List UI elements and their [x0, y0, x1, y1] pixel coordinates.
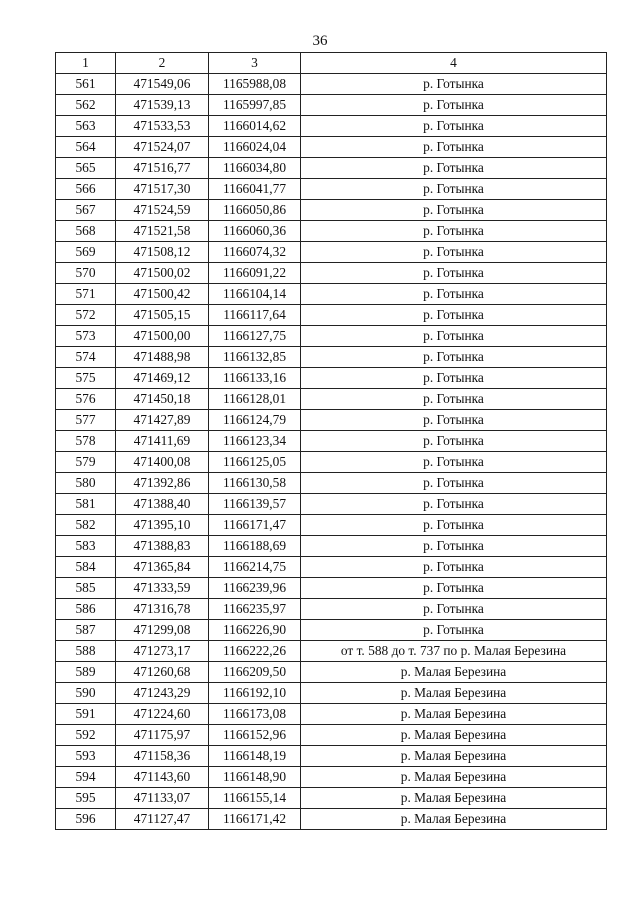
description-cell: р. Готынка — [301, 473, 607, 494]
description-cell: р. Готынка — [301, 494, 607, 515]
description-cell: р. Малая Березина — [301, 683, 607, 704]
description-cell: р. Готынка — [301, 536, 607, 557]
x-coordinate-cell: 471127,47 — [116, 809, 209, 830]
point-number-cell: 591 — [56, 704, 116, 725]
x-coordinate-cell: 471260,68 — [116, 662, 209, 683]
y-coordinate-cell: 1166171,42 — [209, 809, 301, 830]
point-number-cell: 581 — [56, 494, 116, 515]
table-row — [56, 431, 607, 452]
x-coordinate-cell: 471505,15 — [116, 305, 209, 326]
y-coordinate-cell: 1166060,36 — [209, 221, 301, 242]
table-body — [56, 74, 607, 830]
point-number-cell: 595 — [56, 788, 116, 809]
x-coordinate-cell: 471400,08 — [116, 452, 209, 473]
description-cell: р. Малая Березина — [301, 725, 607, 746]
table-row — [56, 305, 607, 326]
y-coordinate-cell: 1166222,26 — [209, 641, 301, 662]
y-coordinate-cell: 1166214,75 — [209, 557, 301, 578]
description-cell: р. Малая Березина — [301, 704, 607, 725]
x-coordinate-cell: 471395,10 — [116, 515, 209, 536]
point-number-cell: 571 — [56, 284, 116, 305]
table-row — [56, 137, 607, 158]
description-cell: р. Готынка — [301, 431, 607, 452]
description-cell: р. Готынка — [301, 200, 607, 221]
x-coordinate-cell: 471488,98 — [116, 347, 209, 368]
point-number-cell: 563 — [56, 116, 116, 137]
table-row — [56, 557, 607, 578]
y-coordinate-cell: 1166188,69 — [209, 536, 301, 557]
point-number-cell: 582 — [56, 515, 116, 536]
description-cell: р. Готынка — [301, 368, 607, 389]
description-cell: р. Готынка — [301, 389, 607, 410]
description-cell: р. Готынка — [301, 137, 607, 158]
y-coordinate-cell: 1166155,14 — [209, 788, 301, 809]
x-coordinate-cell: 471388,40 — [116, 494, 209, 515]
x-coordinate-cell: 471243,29 — [116, 683, 209, 704]
y-coordinate-cell: 1166124,79 — [209, 410, 301, 431]
table-row — [56, 746, 607, 767]
y-coordinate-cell: 1166024,04 — [209, 137, 301, 158]
point-number-cell: 589 — [56, 662, 116, 683]
y-coordinate-cell: 1166034,80 — [209, 158, 301, 179]
description-cell: р. Готынка — [301, 347, 607, 368]
x-coordinate-cell: 471524,59 — [116, 200, 209, 221]
table-row — [56, 788, 607, 809]
description-cell: р. Малая Березина — [301, 662, 607, 683]
x-coordinate-cell: 471411,69 — [116, 431, 209, 452]
table-row — [56, 116, 607, 137]
table-row — [56, 536, 607, 557]
description-cell: р. Готынка — [301, 620, 607, 641]
table-row — [56, 683, 607, 704]
table-row — [56, 284, 607, 305]
description-cell: р. Малая Березина — [301, 746, 607, 767]
point-number-cell: 572 — [56, 305, 116, 326]
y-coordinate-cell: 1166041,77 — [209, 179, 301, 200]
table-row — [56, 95, 607, 116]
point-number-cell: 596 — [56, 809, 116, 830]
column-header: 2 — [116, 53, 209, 74]
y-coordinate-cell: 1166130,58 — [209, 473, 301, 494]
x-coordinate-cell: 471133,07 — [116, 788, 209, 809]
table-row — [56, 347, 607, 368]
x-coordinate-cell: 471517,30 — [116, 179, 209, 200]
x-coordinate-cell: 471299,08 — [116, 620, 209, 641]
x-coordinate-cell: 471450,18 — [116, 389, 209, 410]
point-number-cell: 561 — [56, 74, 116, 95]
x-coordinate-cell: 471158,36 — [116, 746, 209, 767]
description-cell: р. Готынка — [301, 305, 607, 326]
x-coordinate-cell: 471500,00 — [116, 326, 209, 347]
point-number-cell: 570 — [56, 263, 116, 284]
column-header: 3 — [209, 53, 301, 74]
point-number-cell: 586 — [56, 599, 116, 620]
table-row — [56, 410, 607, 431]
description-cell: р. Готынка — [301, 242, 607, 263]
table-row — [56, 515, 607, 536]
table-row — [56, 809, 607, 830]
description-cell: р. Готынка — [301, 158, 607, 179]
table-row — [56, 725, 607, 746]
y-coordinate-cell: 1166226,90 — [209, 620, 301, 641]
table-row — [56, 767, 607, 788]
point-number-cell: 590 — [56, 683, 116, 704]
y-coordinate-cell: 1166209,50 — [209, 662, 301, 683]
y-coordinate-cell: 1166125,05 — [209, 452, 301, 473]
point-number-cell: 569 — [56, 242, 116, 263]
x-coordinate-cell: 471524,07 — [116, 137, 209, 158]
description-cell: р. Малая Березина — [301, 767, 607, 788]
y-coordinate-cell: 1166192,10 — [209, 683, 301, 704]
x-coordinate-cell: 471469,12 — [116, 368, 209, 389]
x-coordinate-cell: 471392,86 — [116, 473, 209, 494]
point-number-cell: 578 — [56, 431, 116, 452]
table-row — [56, 473, 607, 494]
table-row — [56, 641, 607, 662]
x-coordinate-cell: 471175,97 — [116, 725, 209, 746]
x-coordinate-cell: 471539,13 — [116, 95, 209, 116]
description-cell: р. Готынка — [301, 578, 607, 599]
description-cell: р. Готынка — [301, 116, 607, 137]
point-number-cell: 593 — [56, 746, 116, 767]
point-number-cell: 585 — [56, 578, 116, 599]
description-cell: р. Малая Березина — [301, 788, 607, 809]
y-coordinate-cell: 1166074,32 — [209, 242, 301, 263]
table-header-row — [56, 53, 607, 74]
y-coordinate-cell: 1166239,96 — [209, 578, 301, 599]
point-number-cell: 565 — [56, 158, 116, 179]
description-cell: р. Готынка — [301, 263, 607, 284]
y-coordinate-cell: 1166171,47 — [209, 515, 301, 536]
y-coordinate-cell: 1166148,90 — [209, 767, 301, 788]
y-coordinate-cell: 1166104,14 — [209, 284, 301, 305]
y-coordinate-cell: 1166091,22 — [209, 263, 301, 284]
y-coordinate-cell: 1166117,64 — [209, 305, 301, 326]
description-cell: р. Малая Березина — [301, 809, 607, 830]
y-coordinate-cell: 1166128,01 — [209, 389, 301, 410]
x-coordinate-cell: 471549,06 — [116, 74, 209, 95]
description-cell: р. Готынка — [301, 599, 607, 620]
point-number-cell: 583 — [56, 536, 116, 557]
x-coordinate-cell: 471533,53 — [116, 116, 209, 137]
table-row — [56, 263, 607, 284]
point-number-cell: 566 — [56, 179, 116, 200]
description-cell: р. Готынка — [301, 557, 607, 578]
column-header: 4 — [301, 53, 607, 74]
description-cell: р. Готынка — [301, 179, 607, 200]
y-coordinate-cell: 1166148,19 — [209, 746, 301, 767]
point-number-cell: 575 — [56, 368, 116, 389]
description-cell: р. Готынка — [301, 74, 607, 95]
y-coordinate-cell: 1165988,08 — [209, 74, 301, 95]
point-number-cell: 587 — [56, 620, 116, 641]
x-coordinate-cell: 471365,84 — [116, 557, 209, 578]
table-row — [56, 494, 607, 515]
description-cell: р. Готынка — [301, 221, 607, 242]
table-row — [56, 389, 607, 410]
point-number-cell: 580 — [56, 473, 116, 494]
x-coordinate-cell: 471143,60 — [116, 767, 209, 788]
description-cell: р. Готынка — [301, 452, 607, 473]
table-row — [56, 158, 607, 179]
table-row — [56, 578, 607, 599]
y-coordinate-cell: 1166152,96 — [209, 725, 301, 746]
page-number: 36 — [312, 33, 328, 49]
y-coordinate-cell: 1166050,86 — [209, 200, 301, 221]
x-coordinate-cell: 471427,89 — [116, 410, 209, 431]
point-number-cell: 562 — [56, 95, 116, 116]
y-coordinate-cell: 1166123,34 — [209, 431, 301, 452]
x-coordinate-cell: 471333,59 — [116, 578, 209, 599]
description-cell: р. Готынка — [301, 284, 607, 305]
point-number-cell: 577 — [56, 410, 116, 431]
description-cell: р. Готынка — [301, 326, 607, 347]
y-coordinate-cell: 1166014,62 — [209, 116, 301, 137]
table-row — [56, 452, 607, 473]
table-row — [56, 368, 607, 389]
x-coordinate-cell: 471224,60 — [116, 704, 209, 725]
point-number-cell: 567 — [56, 200, 116, 221]
x-coordinate-cell: 471521,58 — [116, 221, 209, 242]
point-number-cell: 584 — [56, 557, 116, 578]
point-number-cell: 574 — [56, 347, 116, 368]
table-row — [56, 704, 607, 725]
y-coordinate-cell: 1165997,85 — [209, 95, 301, 116]
y-coordinate-cell: 1166139,57 — [209, 494, 301, 515]
table-row — [56, 200, 607, 221]
x-coordinate-cell: 471500,02 — [116, 263, 209, 284]
x-coordinate-cell: 471388,83 — [116, 536, 209, 557]
point-number-cell: 579 — [56, 452, 116, 473]
table-row — [56, 74, 607, 95]
point-number-cell: 588 — [56, 641, 116, 662]
point-number-cell: 564 — [56, 137, 116, 158]
point-number-cell: 573 — [56, 326, 116, 347]
table-row — [56, 599, 607, 620]
x-coordinate-cell: 471500,42 — [116, 284, 209, 305]
description-cell: р. Готынка — [301, 515, 607, 536]
table-row — [56, 620, 607, 641]
y-coordinate-cell: 1166173,08 — [209, 704, 301, 725]
column-header: 1 — [56, 53, 116, 74]
x-coordinate-cell: 471516,77 — [116, 158, 209, 179]
point-number-cell: 576 — [56, 389, 116, 410]
point-number-cell: 594 — [56, 767, 116, 788]
x-coordinate-cell: 471508,12 — [116, 242, 209, 263]
table-row — [56, 179, 607, 200]
table-row — [56, 221, 607, 242]
table-row — [56, 662, 607, 683]
table-row — [56, 326, 607, 347]
description-cell: р. Готынка — [301, 410, 607, 431]
point-number-cell: 568 — [56, 221, 116, 242]
x-coordinate-cell: 471316,78 — [116, 599, 209, 620]
y-coordinate-cell: 1166235,97 — [209, 599, 301, 620]
y-coordinate-cell: 1166127,75 — [209, 326, 301, 347]
table-row — [56, 242, 607, 263]
x-coordinate-cell: 471273,17 — [116, 641, 209, 662]
y-coordinate-cell: 1166133,16 — [209, 368, 301, 389]
coordinates-table — [55, 52, 607, 830]
point-number-cell: 592 — [56, 725, 116, 746]
description-cell: р. Готынка — [301, 95, 607, 116]
description-cell: от т. 588 до т. 737 по р. Малая Березина — [301, 641, 607, 662]
y-coordinate-cell: 1166132,85 — [209, 347, 301, 368]
